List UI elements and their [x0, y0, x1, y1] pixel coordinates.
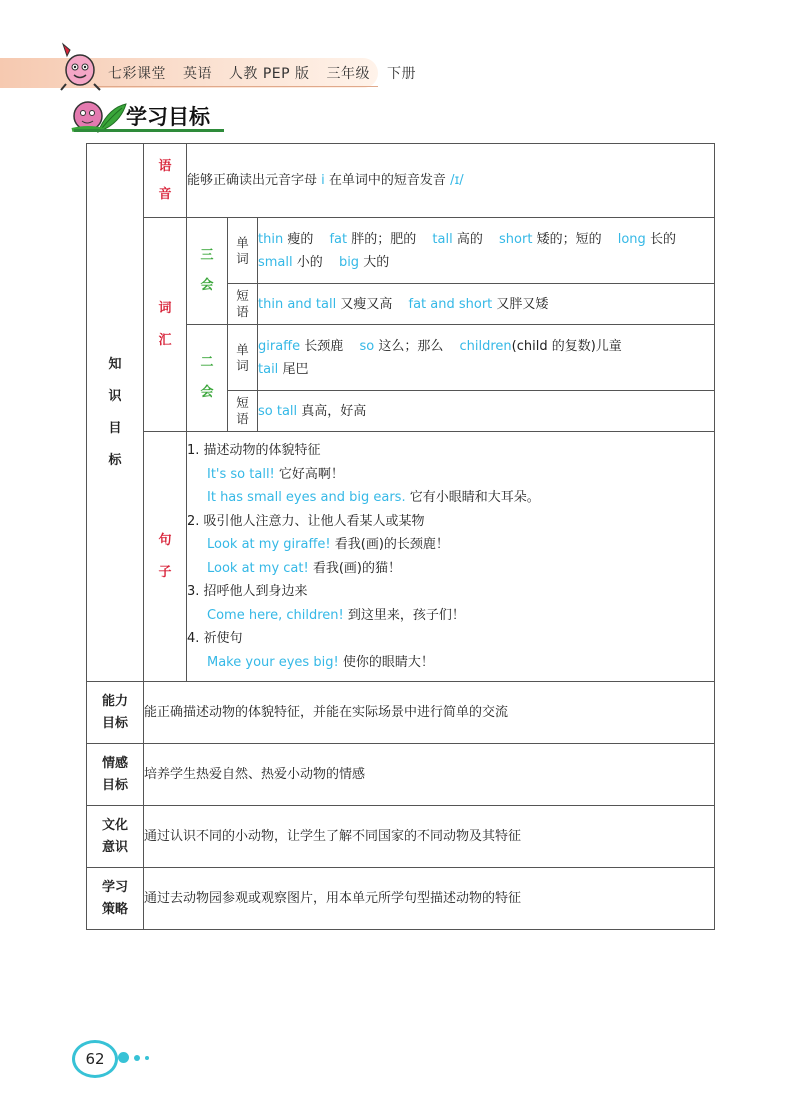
phrases-label-char: 语 — [236, 304, 249, 319]
sentence-line — [187, 486, 714, 510]
word-zh: 这么；那么 — [378, 338, 444, 354]
word-en: children — [459, 338, 512, 354]
phonics-content — [187, 144, 715, 218]
phrases-label — [228, 391, 258, 432]
knowledge-label-char: 目 — [108, 420, 122, 436]
header-volume: 下册 — [386, 66, 416, 82]
word-zh: 胖的；肥的 — [351, 231, 417, 247]
sentence-group-head: 3. 招呼他人到身边来 — [187, 584, 308, 599]
word-zh: 长颈鹿 — [304, 338, 344, 354]
three-words-content — [258, 218, 715, 284]
sentence-zh: 看我(画)的长颈鹿！ — [334, 537, 449, 552]
ability-label-line: 能力 — [101, 693, 128, 709]
knowledge-label-char: 识 — [108, 388, 122, 404]
phonics-letter: i — [321, 173, 325, 188]
page-dot-decoration — [118, 1052, 129, 1063]
culture-label-line: 意识 — [101, 839, 128, 855]
header-edition: 人教 PEP 版 — [228, 66, 310, 82]
phrase-en: so tall — [258, 403, 298, 419]
sentence-zh: 它好高啊！ — [278, 466, 344, 482]
emotion-label-line: 情感 — [101, 755, 128, 771]
three-label-char: 三 — [200, 248, 214, 263]
knowledge-label-char: 知 — [108, 356, 122, 372]
objectives-table — [86, 143, 715, 930]
ability-goal-text: 能正确描述动物的体貌特征，并能在实际场景中进行简单的交流 — [144, 682, 715, 744]
phrases-label — [228, 284, 258, 325]
sentence-line — [187, 463, 714, 487]
word-en: long — [617, 231, 646, 247]
vocab-label-char: 词 — [158, 300, 172, 316]
header-grade: 三年级 — [326, 66, 370, 82]
word-en: fat — [329, 231, 348, 247]
phrases-label-char: 短 — [236, 288, 249, 303]
header-subject: 英语 — [182, 66, 212, 82]
word-en: thin — [258, 231, 284, 247]
word-zh: 长的 — [649, 231, 676, 247]
phrase-en: thin and tall — [258, 296, 337, 312]
sentences-label — [144, 432, 187, 682]
phrases-label-char: 短 — [236, 395, 249, 410]
words-label-char: 词 — [236, 357, 249, 373]
three-phrases-content — [258, 284, 715, 325]
word-zh: 高的 — [456, 231, 483, 247]
header-series: 七彩课堂 — [108, 66, 166, 82]
header-text — [108, 63, 428, 83]
ability-goal-label — [87, 682, 144, 744]
emotion-goal-label — [87, 744, 144, 806]
sentence-line — [187, 533, 714, 557]
phonics-middle: 在单词中的短音发音 — [328, 173, 446, 188]
phonics-prefix: 能够正确读出元音字母 — [187, 173, 318, 188]
word-zh: 大的 — [363, 254, 390, 270]
phrase-zh: 又瘦又高 — [340, 296, 393, 312]
two-label-char: 会 — [200, 385, 214, 400]
learning-strategy-label — [87, 868, 144, 930]
word-en: so — [359, 338, 375, 354]
sentences-label-char: 子 — [158, 564, 172, 580]
phrase-zh: 又胖又矮 — [496, 296, 549, 312]
phrase-zh: 真高，好高 — [301, 403, 367, 419]
word-zh: (child 的复数)儿童 — [511, 338, 622, 354]
knowledge-goal-label — [87, 144, 144, 682]
sentences-content — [187, 432, 715, 682]
word-zh: 尾巴 — [282, 361, 309, 377]
words-label — [228, 218, 258, 284]
word-en: big — [338, 254, 360, 270]
two-label-char: 二 — [200, 355, 214, 370]
sentence-en: Make your eyes big! — [207, 654, 339, 670]
ability-label-line: 目标 — [101, 715, 128, 731]
section-title: 学习目标 — [126, 105, 210, 129]
sentence-zh: 到这里来，孩子们！ — [347, 607, 465, 623]
culture-label-line: 文化 — [101, 817, 128, 833]
sentence-en: It has small eyes and big ears. — [207, 490, 406, 505]
word-zh: 矮的；短的 — [536, 231, 602, 247]
mascot-icon — [58, 40, 104, 92]
emotion-label-line: 目标 — [101, 777, 128, 793]
sentence-zh: 看我(画)的猫！ — [312, 560, 401, 576]
emotion-goal-text: 培养学生热爱自然、热爱小动物的情感 — [144, 744, 715, 806]
words-label — [228, 325, 258, 391]
culture-awareness-text: 通过认识不同的小动物，让学生了解不同国家的不同动物及其特征 — [144, 806, 715, 868]
learning-strategy-text: 通过去动物园参观或观察图片，用本单元所学句型描述动物的特征 — [144, 868, 715, 930]
word-zh: 瘦的 — [287, 231, 314, 247]
three-level-label — [187, 218, 228, 325]
sentence-line — [187, 604, 714, 628]
sentence-en: Look at my giraffe! — [207, 537, 331, 552]
word-en: giraffe — [258, 338, 301, 354]
vocab-label-char: 汇 — [158, 332, 172, 348]
sentence-zh: 使你的眼睛大！ — [342, 654, 434, 670]
vocab-label — [144, 218, 187, 432]
phrases-label-char: 语 — [236, 411, 249, 426]
sentence-en: It's so tall! — [207, 466, 275, 482]
phrase-en: fat and short — [408, 296, 493, 312]
two-words-content — [258, 325, 715, 391]
sentence-group-head: 4. 祈使句 — [187, 631, 243, 646]
word-en: tall — [432, 231, 453, 247]
sentence-line — [187, 651, 714, 675]
words-label-char: 词 — [236, 250, 249, 266]
phonics-ipa: /ɪ/ — [450, 173, 464, 188]
header-rule — [96, 86, 378, 87]
knowledge-label-char: 标 — [108, 452, 122, 468]
three-label-char: 会 — [200, 278, 214, 293]
sentence-en: Look at my cat! — [207, 560, 309, 576]
culture-awareness-label — [87, 806, 144, 868]
sentence-line — [187, 557, 714, 581]
word-zh: 小的 — [296, 254, 323, 270]
page-dot-decoration — [134, 1055, 140, 1061]
sentences-label-char: 句 — [158, 532, 172, 548]
strategy-label-line: 策略 — [101, 901, 128, 917]
word-en: small — [258, 254, 293, 270]
sentence-en: Come here, children! — [207, 607, 344, 623]
sentence-group-head: 1. 描述动物的体貌特征 — [187, 443, 321, 458]
two-phrases-content — [258, 391, 715, 432]
words-label-char: 单 — [236, 234, 249, 250]
page-dot-decoration — [145, 1056, 149, 1060]
strategy-label-line: 学习 — [101, 879, 128, 895]
words-label-char: 单 — [236, 341, 249, 357]
two-level-label — [187, 325, 228, 432]
word-en: tail — [258, 361, 279, 377]
phonics-label-char: 音 — [158, 186, 172, 202]
phonics-label — [144, 144, 187, 218]
page-number: 62 — [72, 1040, 118, 1078]
word-en: short — [499, 231, 533, 247]
sentence-zh: 它有小眼睛和大耳朵。 — [409, 490, 540, 505]
sentence-group-head: 2. 吸引他人注意力、让他人看某人或某物 — [187, 513, 425, 529]
phonics-label-char: 语 — [158, 158, 172, 174]
title-underline — [74, 129, 224, 132]
